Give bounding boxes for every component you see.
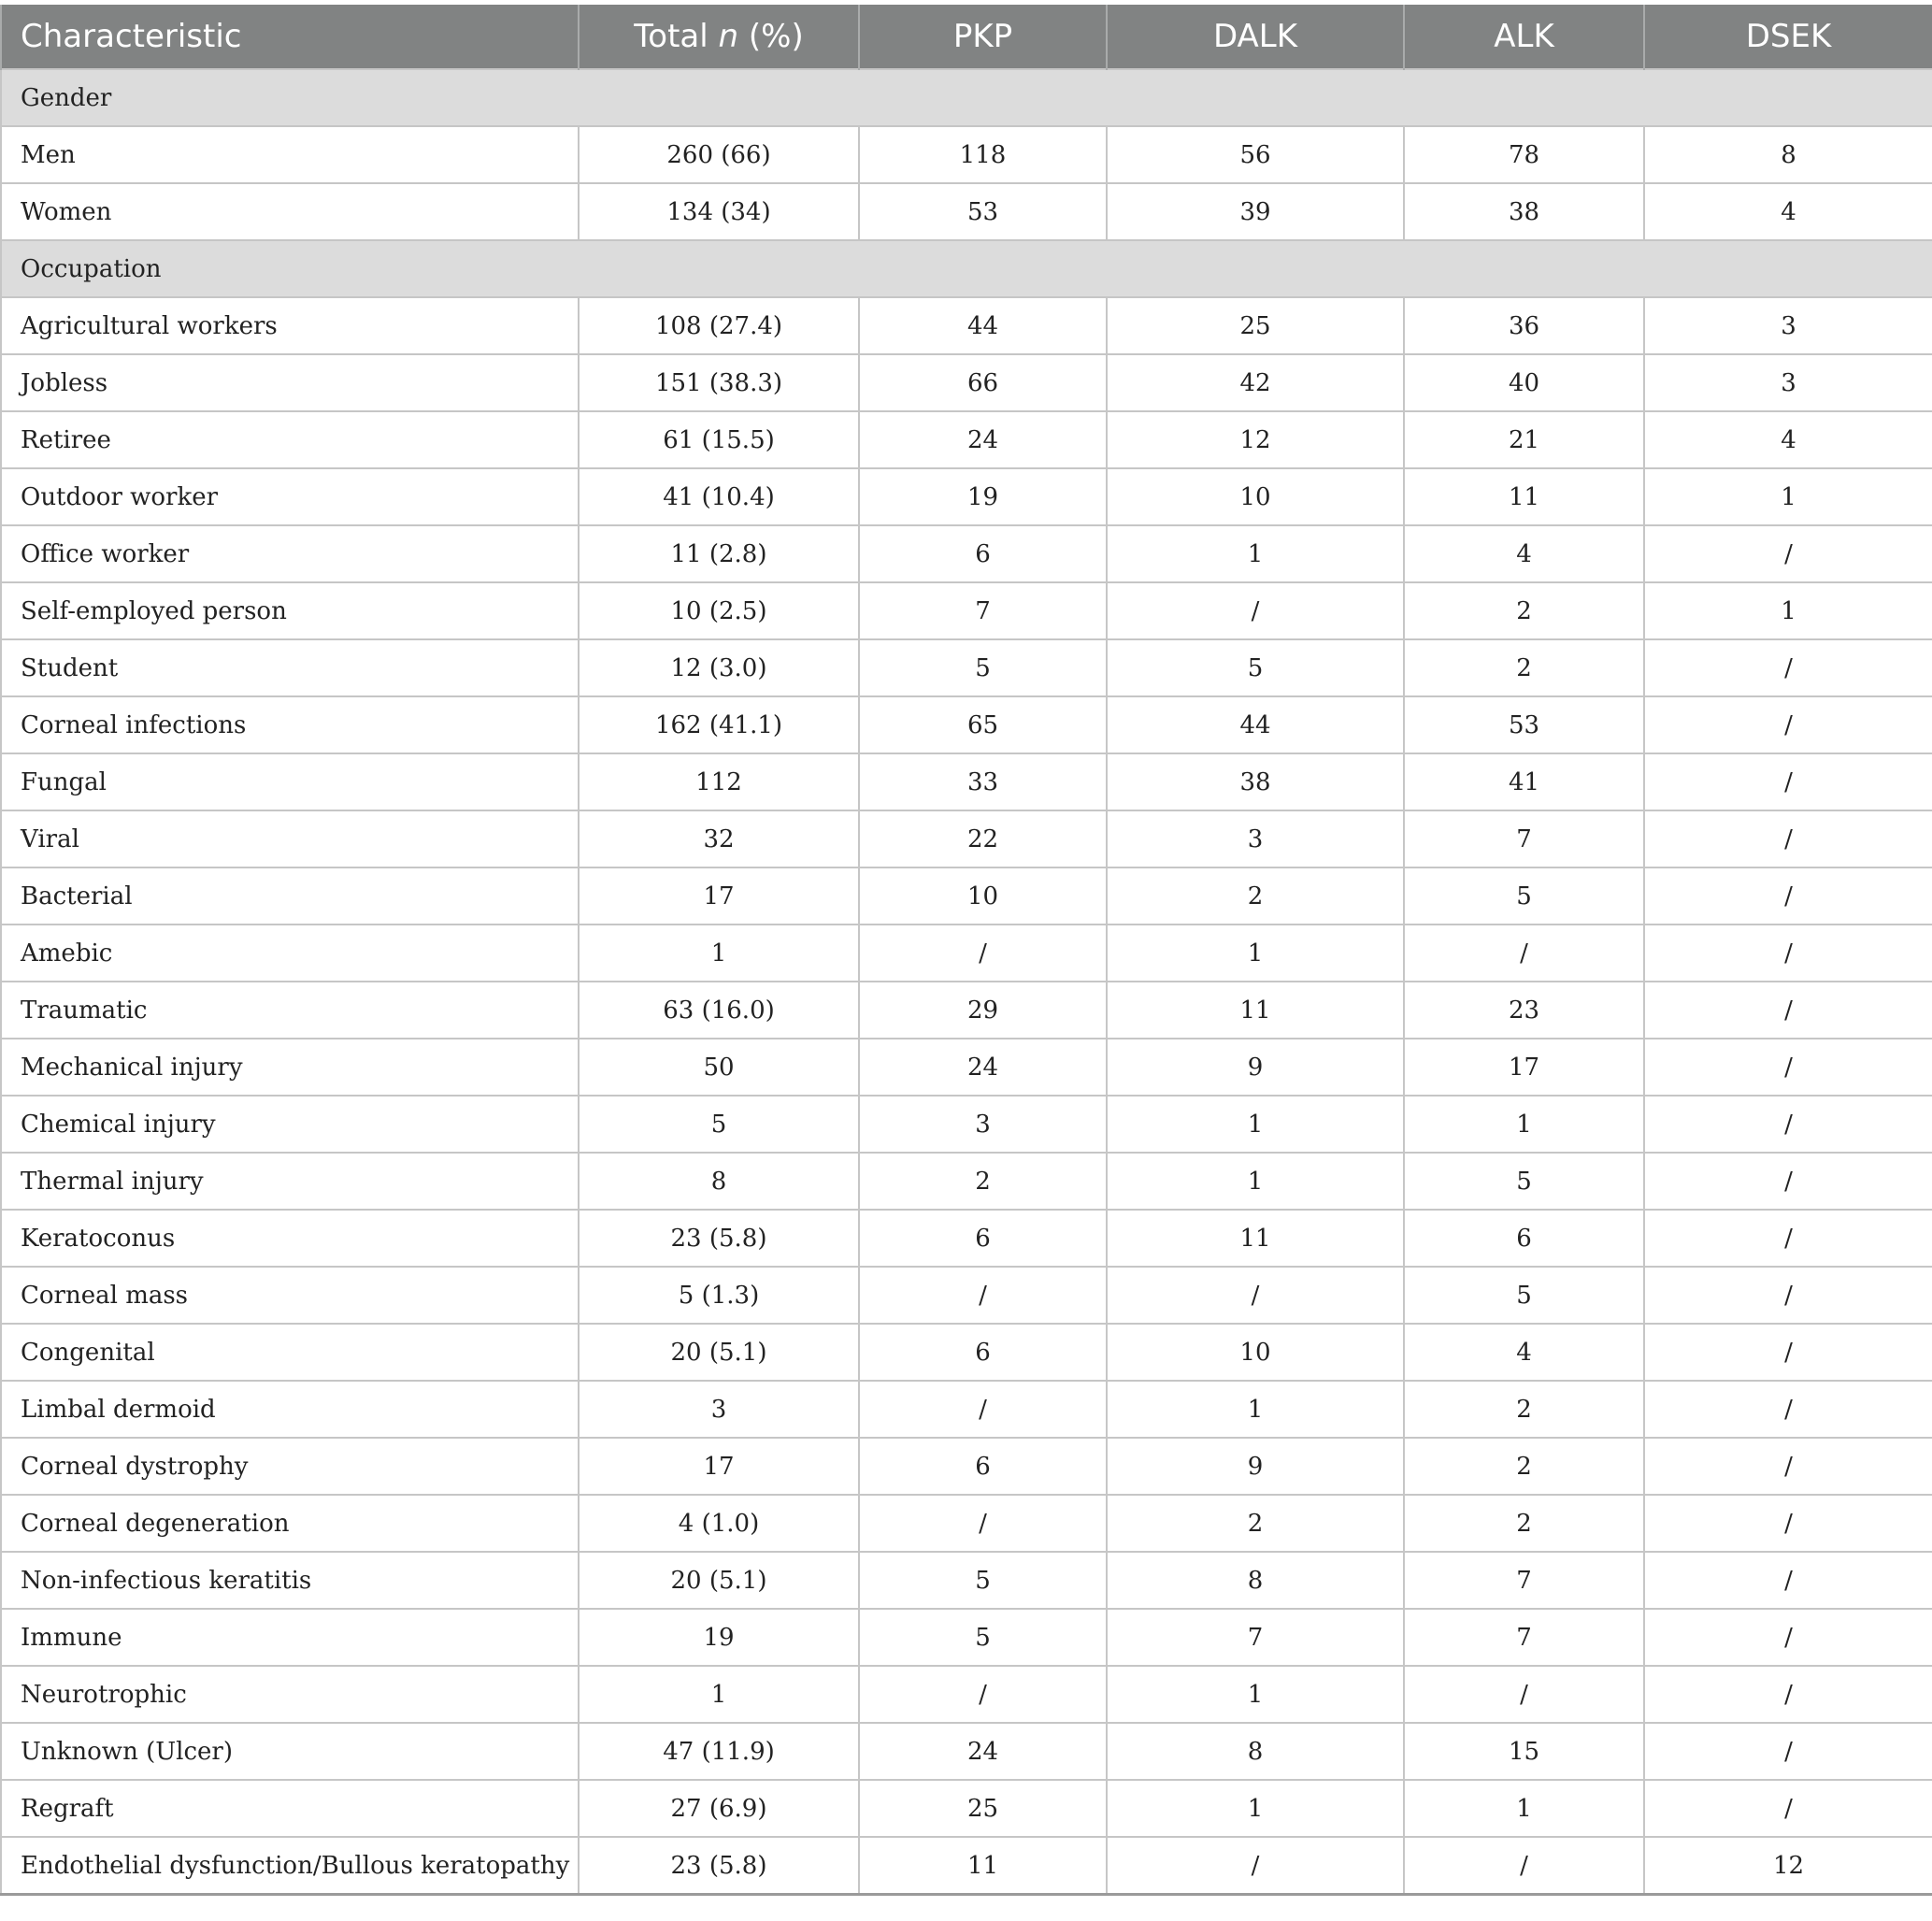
cell-total: 61 (15.5) <box>579 411 859 468</box>
cell-characteristic: Traumatic <box>1 982 579 1039</box>
cell-characteristic: Women <box>1 183 579 240</box>
header-total-n: n <box>718 18 739 55</box>
cell-dalk: 1 <box>1107 1666 1404 1723</box>
header-dalk: DALK <box>1107 5 1404 69</box>
characteristics-table-container <box>0 5 1932 1896</box>
cell-characteristic: Men <box>1 126 579 183</box>
table-row <box>1 1723 1932 1780</box>
cell-alk: 2 <box>1404 1438 1644 1495</box>
cell-dsek: / <box>1644 1552 1932 1609</box>
cell-characteristic: Congenital <box>1 1324 579 1381</box>
cell-dalk: 1 <box>1107 1780 1404 1837</box>
table-row <box>1 753 1932 810</box>
cell-dsek: / <box>1644 1780 1932 1837</box>
cell-dalk: / <box>1107 1267 1404 1324</box>
cell-dalk: 10 <box>1107 468 1404 525</box>
table-row <box>1 354 1932 411</box>
cell-pkp: 33 <box>859 753 1107 810</box>
cell-alk: / <box>1404 1837 1644 1895</box>
cell-dalk: 38 <box>1107 753 1404 810</box>
table-row <box>1 525 1932 582</box>
cell-pkp: 2 <box>859 1153 1107 1210</box>
cell-dalk: 1 <box>1107 925 1404 982</box>
table-row <box>1 696 1932 753</box>
cell-pkp: 10 <box>859 867 1107 925</box>
cell-alk: 5 <box>1404 1267 1644 1324</box>
cell-total: 10 (2.5) <box>579 582 859 639</box>
cell-dsek: / <box>1644 1039 1932 1096</box>
cell-dsek: / <box>1644 639 1932 696</box>
cell-total: 47 (11.9) <box>579 1723 859 1780</box>
cell-characteristic: Neurotrophic <box>1 1666 579 1723</box>
cell-pkp: 3 <box>859 1096 1107 1153</box>
table-row <box>1 1552 1932 1609</box>
cell-dalk: 7 <box>1107 1609 1404 1666</box>
cell-total: 20 (5.1) <box>579 1324 859 1381</box>
cell-alk: 1 <box>1404 1780 1644 1837</box>
section-row <box>1 240 1932 297</box>
cell-dalk: 3 <box>1107 810 1404 867</box>
cell-alk: 4 <box>1404 525 1644 582</box>
cell-characteristic: Jobless <box>1 354 579 411</box>
cell-pkp: 53 <box>859 183 1107 240</box>
cell-dsek: / <box>1644 1723 1932 1780</box>
cell-dsek: / <box>1644 1381 1932 1438</box>
table-row <box>1 1267 1932 1324</box>
cell-total: 134 (34) <box>579 183 859 240</box>
cell-dsek: 1 <box>1644 582 1932 639</box>
cell-alk: 15 <box>1404 1723 1644 1780</box>
table-row <box>1 1780 1932 1837</box>
cell-characteristic: Fungal <box>1 753 579 810</box>
characteristics-table <box>0 5 1932 1896</box>
cell-total: 63 (16.0) <box>579 982 859 1039</box>
cell-pkp: 24 <box>859 1723 1107 1780</box>
cell-alk: 17 <box>1404 1039 1644 1096</box>
cell-dalk: 1 <box>1107 1096 1404 1153</box>
cell-dalk: 11 <box>1107 982 1404 1039</box>
table-row <box>1 1324 1932 1381</box>
header-pkp: PKP <box>859 5 1107 69</box>
cell-dsek: / <box>1644 1666 1932 1723</box>
cell-dalk: 42 <box>1107 354 1404 411</box>
cell-pkp: 5 <box>859 1609 1107 1666</box>
cell-total: 32 <box>579 810 859 867</box>
cell-dalk: 8 <box>1107 1552 1404 1609</box>
cell-total: 5 (1.3) <box>579 1267 859 1324</box>
cell-alk: 5 <box>1404 1153 1644 1210</box>
cell-dalk: 1 <box>1107 1153 1404 1210</box>
cell-characteristic: Endothelial dysfunction/Bullous keratopathy <box>1 1837 579 1895</box>
cell-dsek: 1 <box>1644 468 1932 525</box>
cell-alk: 4 <box>1404 1324 1644 1381</box>
table-row <box>1 1666 1932 1723</box>
table-row <box>1 1495 1932 1552</box>
cell-dalk: 9 <box>1107 1039 1404 1096</box>
cell-dalk: / <box>1107 582 1404 639</box>
cell-alk: 7 <box>1404 1609 1644 1666</box>
cell-alk: 7 <box>1404 1552 1644 1609</box>
cell-characteristic: Office worker <box>1 525 579 582</box>
cell-characteristic: Amebic <box>1 925 579 982</box>
cell-dsek: / <box>1644 1609 1932 1666</box>
cell-dsek: / <box>1644 1324 1932 1381</box>
cell-dsek: 4 <box>1644 183 1932 240</box>
cell-characteristic: Unknown (Ulcer) <box>1 1723 579 1780</box>
cell-alk: 40 <box>1404 354 1644 411</box>
cell-total: 1 <box>579 1666 859 1723</box>
cell-characteristic: Corneal dystrophy <box>1 1438 579 1495</box>
section-label: Gender <box>1 69 1932 126</box>
cell-dalk: 56 <box>1107 126 1404 183</box>
cell-pkp: 6 <box>859 1438 1107 1495</box>
cell-total: 112 <box>579 753 859 810</box>
cell-pkp: 24 <box>859 411 1107 468</box>
cell-total: 23 (5.8) <box>579 1210 859 1267</box>
cell-characteristic: Retiree <box>1 411 579 468</box>
cell-dsek: 3 <box>1644 297 1932 354</box>
section-row <box>1 69 1932 126</box>
header-total-suffix: (%) <box>738 18 804 55</box>
header-dsek: DSEK <box>1644 5 1932 69</box>
cell-dsek: / <box>1644 525 1932 582</box>
cell-pkp: / <box>859 1666 1107 1723</box>
cell-dalk: / <box>1107 1837 1404 1895</box>
table-row <box>1 1039 1932 1096</box>
cell-pkp: 11 <box>859 1837 1107 1895</box>
cell-pkp: 24 <box>859 1039 1107 1096</box>
table-row <box>1 1609 1932 1666</box>
cell-alk: 53 <box>1404 696 1644 753</box>
cell-pkp: 5 <box>859 1552 1107 1609</box>
cell-total: 260 (66) <box>579 126 859 183</box>
cell-total: 8 <box>579 1153 859 1210</box>
cell-pkp: 65 <box>859 696 1107 753</box>
cell-characteristic: Corneal degeneration <box>1 1495 579 1552</box>
cell-characteristic: Chemical injury <box>1 1096 579 1153</box>
cell-alk: 36 <box>1404 297 1644 354</box>
table-row <box>1 982 1932 1039</box>
cell-dsek: / <box>1644 753 1932 810</box>
cell-dalk: 44 <box>1107 696 1404 753</box>
cell-dalk: 2 <box>1107 867 1404 925</box>
cell-pkp: 25 <box>859 1780 1107 1837</box>
cell-total: 41 (10.4) <box>579 468 859 525</box>
table-row <box>1 183 1932 240</box>
header-alk: ALK <box>1404 5 1644 69</box>
cell-characteristic: Corneal infections <box>1 696 579 753</box>
cell-pkp: 6 <box>859 525 1107 582</box>
cell-total: 17 <box>579 867 859 925</box>
cell-alk: 11 <box>1404 468 1644 525</box>
cell-alk: 1 <box>1404 1096 1644 1153</box>
cell-total: 27 (6.9) <box>579 1780 859 1837</box>
header-total <box>579 5 859 69</box>
header-row <box>1 5 1932 69</box>
table-row <box>1 1153 1932 1210</box>
cell-characteristic: Corneal mass <box>1 1267 579 1324</box>
cell-characteristic: Mechanical injury <box>1 1039 579 1096</box>
cell-pkp: 6 <box>859 1210 1107 1267</box>
cell-dsek: / <box>1644 1495 1932 1552</box>
cell-characteristic: Viral <box>1 810 579 867</box>
section-label: Occupation <box>1 240 1932 297</box>
cell-total: 50 <box>579 1039 859 1096</box>
cell-pkp: 118 <box>859 126 1107 183</box>
cell-alk: 21 <box>1404 411 1644 468</box>
cell-total: 12 (3.0) <box>579 639 859 696</box>
cell-pkp: 5 <box>859 639 1107 696</box>
cell-characteristic: Immune <box>1 1609 579 1666</box>
table-row <box>1 468 1932 525</box>
cell-pkp: / <box>859 1495 1107 1552</box>
table-row <box>1 582 1932 639</box>
cell-dalk: 39 <box>1107 183 1404 240</box>
table-body <box>1 69 1932 1895</box>
header-characteristic: Characteristic <box>1 5 579 69</box>
cell-pkp: 7 <box>859 582 1107 639</box>
cell-pkp: / <box>859 1381 1107 1438</box>
cell-total: 162 (41.1) <box>579 696 859 753</box>
cell-characteristic: Limbal dermoid <box>1 1381 579 1438</box>
table-row <box>1 411 1932 468</box>
cell-dsek: 3 <box>1644 354 1932 411</box>
cell-total: 151 (38.3) <box>579 354 859 411</box>
cell-characteristic: Bacterial <box>1 867 579 925</box>
cell-total: 19 <box>579 1609 859 1666</box>
cell-dsek: / <box>1644 1096 1932 1153</box>
table-row <box>1 810 1932 867</box>
cell-dalk: 11 <box>1107 1210 1404 1267</box>
table-row <box>1 1438 1932 1495</box>
table-row <box>1 1210 1932 1267</box>
cell-characteristic: Outdoor worker <box>1 468 579 525</box>
cell-total: 3 <box>579 1381 859 1438</box>
cell-dalk: 5 <box>1107 639 1404 696</box>
cell-dsek: / <box>1644 867 1932 925</box>
cell-alk: 2 <box>1404 1495 1644 1552</box>
cell-dsek: / <box>1644 925 1932 982</box>
cell-total: 17 <box>579 1438 859 1495</box>
cell-pkp: 22 <box>859 810 1107 867</box>
cell-dalk: 2 <box>1107 1495 1404 1552</box>
cell-alk: 7 <box>1404 810 1644 867</box>
cell-dsek: / <box>1644 810 1932 867</box>
cell-characteristic: Non-infectious keratitis <box>1 1552 579 1609</box>
cell-dalk: 25 <box>1107 297 1404 354</box>
cell-total: 20 (5.1) <box>579 1552 859 1609</box>
cell-dsek: / <box>1644 696 1932 753</box>
cell-dsek: 8 <box>1644 126 1932 183</box>
cell-dsek: / <box>1644 1438 1932 1495</box>
table-row <box>1 639 1932 696</box>
cell-alk: / <box>1404 1666 1644 1723</box>
cell-dsek: 4 <box>1644 411 1932 468</box>
cell-total: 5 <box>579 1096 859 1153</box>
cell-dsek: / <box>1644 1153 1932 1210</box>
cell-total: 108 (27.4) <box>579 297 859 354</box>
cell-dsek: / <box>1644 1210 1932 1267</box>
cell-total: 1 <box>579 925 859 982</box>
cell-alk: 2 <box>1404 1381 1644 1438</box>
cell-dsek: 12 <box>1644 1837 1932 1895</box>
cell-alk: / <box>1404 925 1644 982</box>
cell-characteristic: Agricultural workers <box>1 297 579 354</box>
header-total-prefix: Total <box>634 18 719 55</box>
cell-dalk: 9 <box>1107 1438 1404 1495</box>
cell-dalk: 10 <box>1107 1324 1404 1381</box>
cell-characteristic: Self-employed person <box>1 582 579 639</box>
cell-dalk: 1 <box>1107 525 1404 582</box>
cell-dalk: 12 <box>1107 411 1404 468</box>
cell-characteristic: Regraft <box>1 1780 579 1837</box>
cell-dalk: 8 <box>1107 1723 1404 1780</box>
table-row <box>1 1837 1932 1895</box>
cell-total: 23 (5.8) <box>579 1837 859 1895</box>
cell-characteristic: Student <box>1 639 579 696</box>
table-row <box>1 126 1932 183</box>
cell-alk: 2 <box>1404 639 1644 696</box>
table-row <box>1 1096 1932 1153</box>
cell-dsek: / <box>1644 982 1932 1039</box>
cell-pkp: / <box>859 925 1107 982</box>
cell-pkp: 66 <box>859 354 1107 411</box>
cell-alk: 38 <box>1404 183 1644 240</box>
cell-pkp: 6 <box>859 1324 1107 1381</box>
cell-alk: 6 <box>1404 1210 1644 1267</box>
cell-alk: 78 <box>1404 126 1644 183</box>
table-row <box>1 925 1932 982</box>
table-row <box>1 867 1932 925</box>
table-row <box>1 1381 1932 1438</box>
cell-alk: 23 <box>1404 982 1644 1039</box>
cell-total: 4 (1.0) <box>579 1495 859 1552</box>
cell-dsek: / <box>1644 1267 1932 1324</box>
table-row <box>1 297 1932 354</box>
cell-total: 11 (2.8) <box>579 525 859 582</box>
cell-characteristic: Thermal injury <box>1 1153 579 1210</box>
cell-alk: 2 <box>1404 582 1644 639</box>
cell-dalk: 1 <box>1107 1381 1404 1438</box>
cell-alk: 5 <box>1404 867 1644 925</box>
cell-alk: 41 <box>1404 753 1644 810</box>
cell-pkp: 29 <box>859 982 1107 1039</box>
cell-pkp: 44 <box>859 297 1107 354</box>
cell-pkp: / <box>859 1267 1107 1324</box>
cell-characteristic: Keratoconus <box>1 1210 579 1267</box>
cell-pkp: 19 <box>859 468 1107 525</box>
